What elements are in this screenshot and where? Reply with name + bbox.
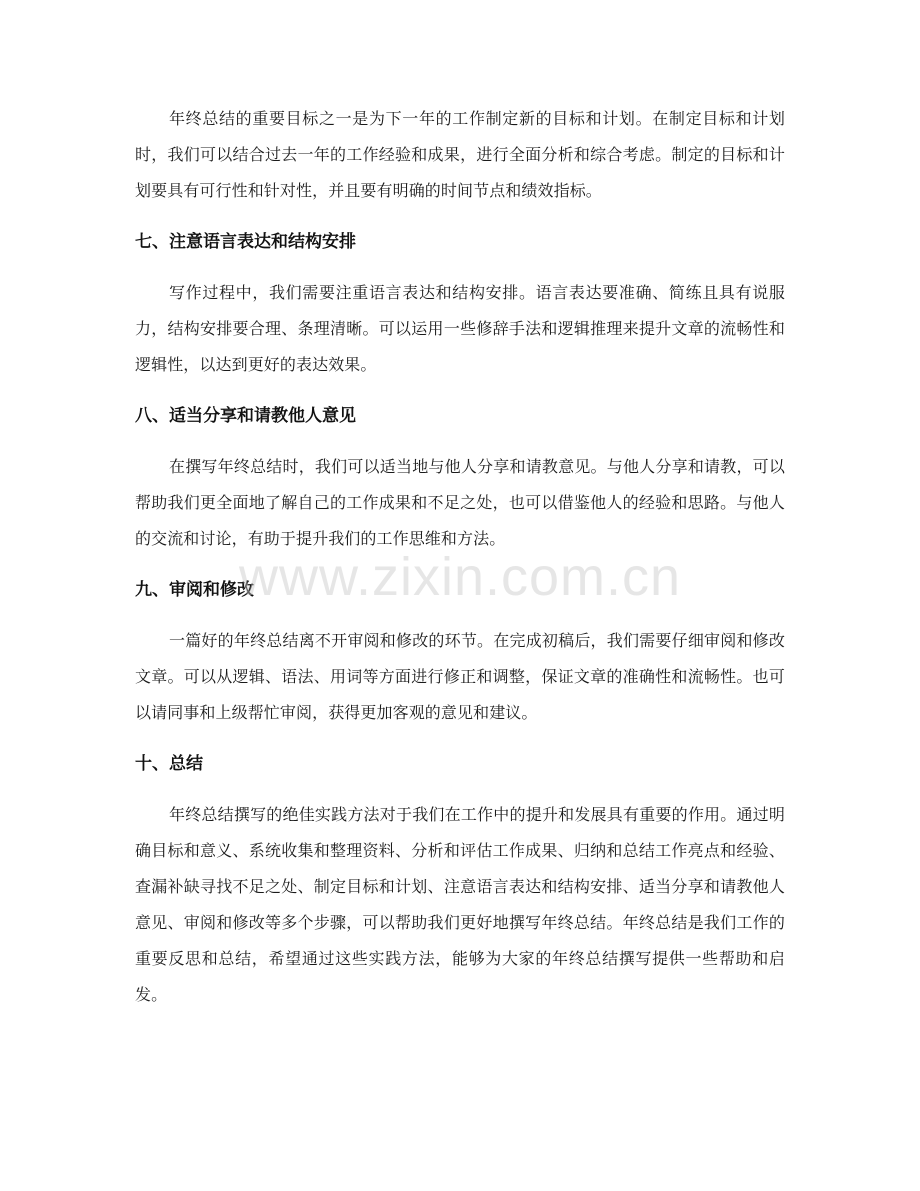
section-heading-10: 十、总结 [135,754,203,774]
section-heading-8: 八、适当分享和请教他人意见 [135,406,356,426]
paragraph-share-advice: 在撰写年终总结时，我们可以适当地与他人分享和请教意见。与他人分享和请教，可以帮助我们更全面地了解自己的工作成果和不足之处，也可以借鉴他人的经验和思路。与他人的交流和讨论，有助于提升我们的工作思维和方法。 [135,457,785,548]
paragraph-goals-plan: 年终总结的重要目标之一是为下一年的工作制定新的目标和计划。在制定目标和计划时，我们可以结合过去一年的工作经验和成果，进行全面分析和综合考虑。制定的目标和计划要具有可行性和针对性，并且要有明确的时间节点和绩效指标。 [135,109,785,200]
paragraph-review-revise: 一篇好的年终总结离不开审阅和修改的环节。在完成初稿后，我们需要仔细审阅和修改文章。可以从逻辑、语法、用词等方面进行修正和调整，保证文章的准确性和流畅性。也可以请同事和上级帮忙审阅，获得更加客观的意见和建议。 [135,631,785,722]
document-body [135,101,785,1028]
paragraph-language-structure: 写作过程中，我们需要注重语言表达和结构安排。语言表达要准确、简练且具有说服力，结构安排要合理、条理清晰。可以运用一些修辞手法和逻辑推理来提升文章的流畅性和逻辑性，以达到更好的表达效果。 [135,283,785,374]
watermark: www.zixin.com.cn [238,547,682,607]
paragraph-conclusion: 年终总结撰写的绝佳实践方法对于我们在工作中的提升和发展具有重要的作用。通过明确目标和意义、系统收集和整理资料、分析和评估工作成果、归纳和总结工作亮点和经验、查漏补缺寻找不足之处、制定目标和计划、注意语言表达和结构安排、适当分享和请教他人意见、审阅和修改等多个步骤，可以帮助我们更好地撰写年终总结。年终总结是我们工作的重要反思和总结，希望通过这些实践方法，能够为大家的年终总结撰写提供一些帮助和启发。 [135,805,785,1004]
section-heading-7: 七、注意语言表达和结构安排 [135,232,356,252]
section-heading-9: 九、审阅和修改 [135,580,254,600]
